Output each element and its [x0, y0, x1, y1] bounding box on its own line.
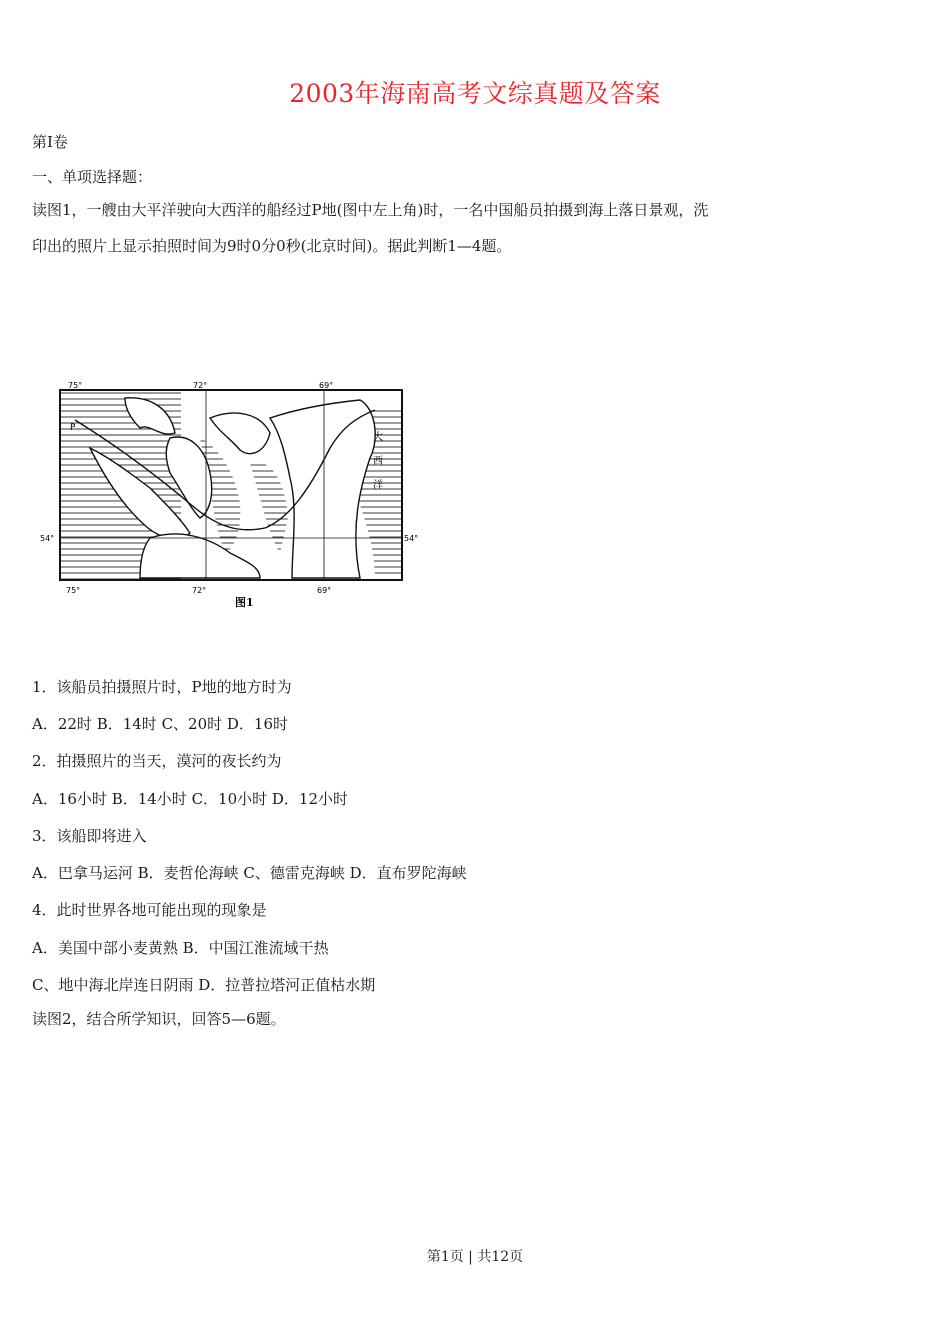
point-p-label: P — [70, 423, 76, 433]
question-1-options: A．22时 B．14时 C、20时 D．16时 — [32, 715, 289, 733]
question-1: 1．该船员拍摄照片时，P地的地方时为 — [32, 678, 292, 696]
question-4: 4．此时世界各地可能出现的现象是 — [32, 901, 267, 919]
question-4-options-ab: A．美国中部小麦黄熟 B．中国江淮流域干热 — [32, 939, 329, 957]
top-tick-75: 75° — [68, 381, 83, 390]
question-3-options: A．巴拿马运河 B．麦哲伦海峡 C、德雷克海峡 D．直布罗陀海峡 — [32, 864, 467, 882]
top-tick-72: 72° — [193, 381, 208, 390]
ocean-label-2: 西 — [373, 456, 383, 467]
question-2-options: A．16小时 B．14小时 C．10小时 D．12小时 — [32, 790, 349, 808]
left-latitude-54: 54° — [40, 534, 55, 543]
document-title: 2003年海南高考文综真题及答案 — [289, 79, 661, 108]
bottom-tick-69: 69° — [317, 586, 332, 595]
figure-1-map — [30, 378, 424, 608]
intro-line-1: 读图1，一艘由大平洋驶向大西洋的船经过P地(图中左上角)时，一名中国船员拍摄到海上落日景观，洗 — [32, 201, 709, 219]
bottom-tick-75: 75° — [66, 586, 81, 595]
figure-caption: 图1 — [235, 596, 254, 608]
top-tick-69: 69° — [319, 381, 334, 390]
question-2: 2．拍摄照片的当天，漠河的夜长约为 — [32, 752, 282, 770]
bottom-tick-72: 72° — [192, 586, 207, 595]
intro-line-2: 印出的照片上显示拍照时间为9时0分0秒(北京时间)。据此判断1—4题。 — [32, 237, 512, 255]
question-4-options-cd: C、地中海北岸连日阴雨 D．拉普拉塔河正值枯水期 — [32, 976, 376, 994]
ocean-label-1: 大 — [373, 432, 383, 443]
right-latitude-54: 54° — [404, 534, 419, 543]
question-3: 3．该船即将进入 — [32, 827, 147, 845]
intro-figure-2: 读图2，结合所学知识，回答5—6题。 — [32, 1010, 286, 1028]
section-heading: 第Ⅰ卷 — [32, 133, 68, 151]
page-footer: 第1页 | 共12页 — [426, 1249, 524, 1265]
part-heading: 一、单项选择题： — [32, 168, 153, 186]
ocean-label-3: 洋 — [373, 480, 383, 491]
